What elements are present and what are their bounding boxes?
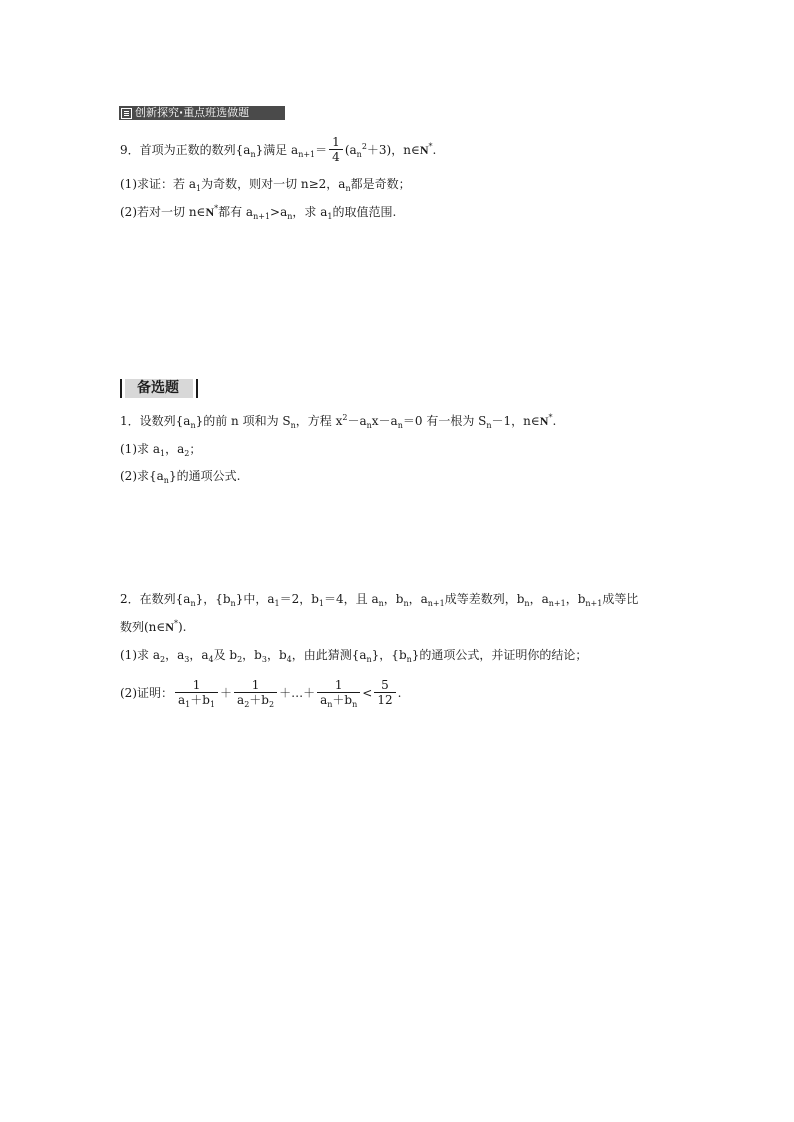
optional-question-2-part-2: (2)证明： $\frac{1}{a_1+b_1}$ ＋ $\frac{1}{a_2+b_2}$ ＋…＋ $\frac{1}{a_n+b_n}$ < $\frac{5}{12}$ . (120, 678, 402, 709)
optional-question-2-part-1: (1)求 $a_2$，$a_3$，$a_4$及 $b_2$，$b_3$，$b_4$，由此猜测$\{a_n\}$，$\{b_n\}$的通项公式，并证明你的结论； (120, 648, 588, 664)
section-banner-innovation (119, 106, 285, 120)
optional-question-2-stem: 2．在数列$\{a_n\}$，$\{b_n\}$中，$a_1=2$，$b_1=4$，且 $a_n$，$b_n$，$a_{n+1}$成等差数列，$b_n$，$a_{n+1}$，$b_{n+1}$成等比 (120, 592, 639, 608)
banner-right-bar (196, 379, 198, 398)
banner-title: 备选题 (125, 379, 193, 398)
fraction-five-twelfths: $\frac{5}{12}$ (374, 678, 395, 707)
optional-question-2-stem-cont: 数列(n∈N*). (120, 619, 187, 634)
optional-question-1-part-2: (2)求$\{a_n\}$的通项公式. (120, 469, 241, 485)
document-icon (121, 108, 132, 119)
question-9-part-1: (1)求证：若 $a_1$为奇数，则对一切 n≥2，$a_n$都是奇数； (120, 177, 411, 193)
optional-question-1-stem: 1．设数列$\{a_n\}$的前 n 项和为 $S_n$，方程 $x^2-a_nx-a_n=0$ 有一根为 $S_n-1$，n∈N*. (120, 413, 557, 430)
banner-dot: · (179, 106, 184, 119)
question-9-part-2: (2)若对一切 n∈N*都有 $a_{n+1}>a_n$，求 $a_1$的取值范围. (120, 204, 397, 221)
section-banner-optional (120, 379, 198, 398)
banner-left-bar (120, 379, 122, 398)
question-9-stem: 9．首项为正数的数列$\{a_n\}$满足 $a_{n+1}=$ $\frac{1}{4}$ $(a_n^2+3)$，n∈N*. (120, 135, 437, 164)
optional-question-1-part-1: (1)求 $a_1$，$a_2$； (120, 442, 202, 458)
fraction-term-2: $\frac{1}{a_2+b_2}$ (234, 678, 277, 707)
fraction-one-quarter: $\frac{1}{4}$ (329, 135, 343, 164)
banner-subtitle: 重点班选做题 (183, 106, 250, 119)
fraction-term-n: $\frac{1}{a_n+b_n}$ (317, 678, 360, 707)
fraction-term-1: $\frac{1}{a_1+b_1}$ (175, 678, 218, 707)
banner-title: 创新探究 (135, 106, 179, 119)
